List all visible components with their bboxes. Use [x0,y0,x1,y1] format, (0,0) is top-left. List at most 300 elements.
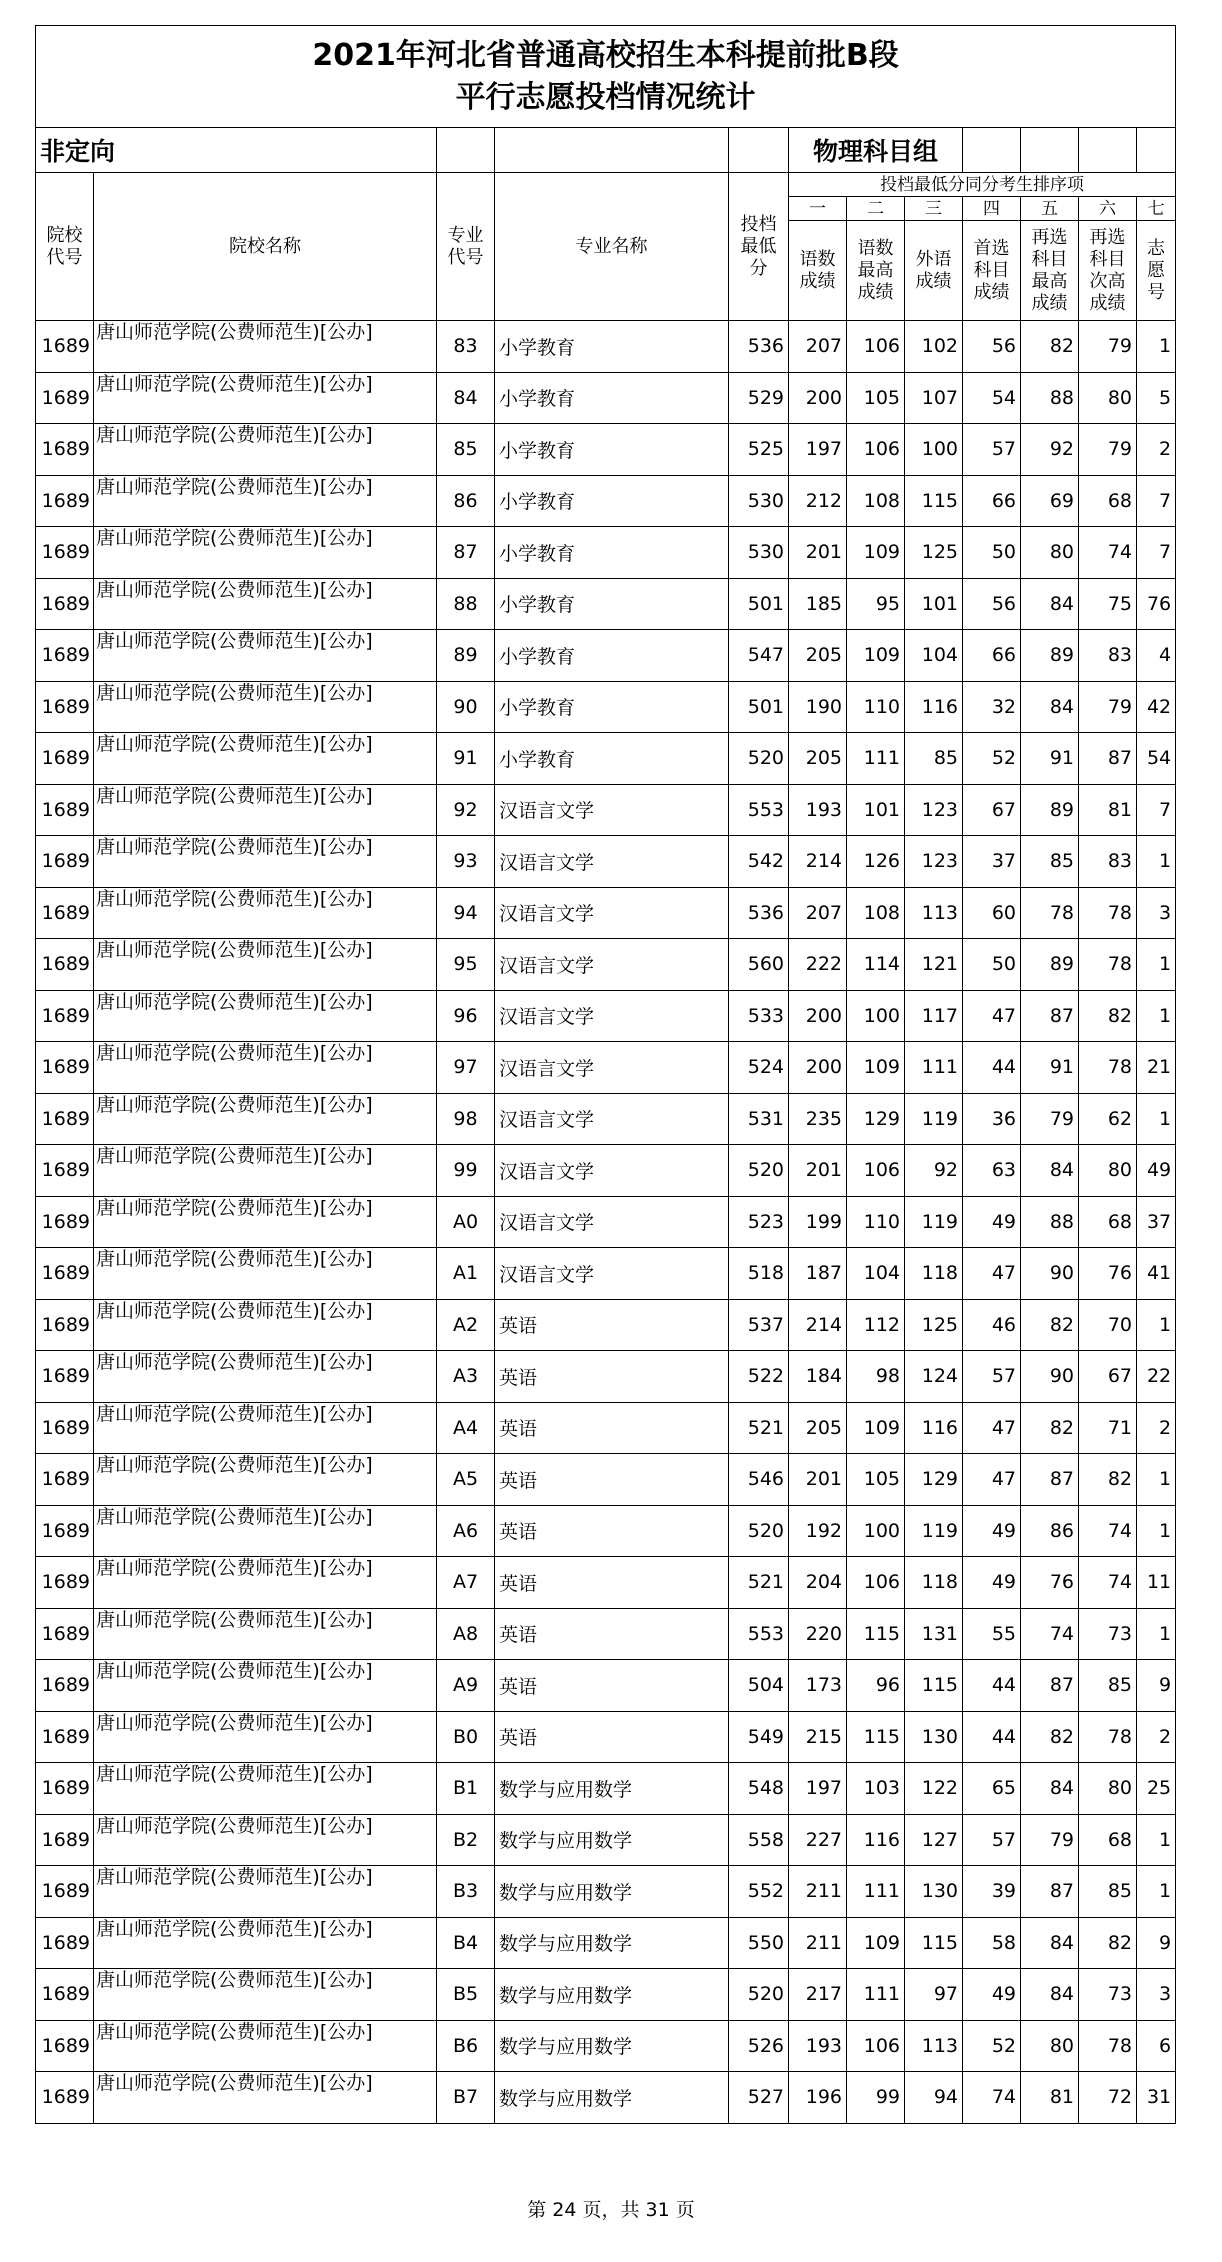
sort-7-cell: 1 [1137,1814,1176,1866]
table-body [36,321,1176,2124]
table-row [36,1042,1176,1094]
major-name-cell: 小学教育 [495,321,729,373]
major-code-cell: A2 [437,1299,495,1351]
sort-2-cell: 108 [847,887,905,939]
major-name-cell: 汉语言文学 [495,836,729,888]
sort-4-cell: 66 [963,475,1021,527]
sort-3-cell: 92 [905,1145,963,1197]
sort-1-cell: 201 [789,527,847,579]
school-name-cell: 唐山师范学院(公费师范生)[公办] [94,1866,437,1918]
sort-3-cell: 102 [905,321,963,373]
sort-3-cell: 94 [905,2072,963,2124]
major-code-cell: B2 [437,1814,495,1866]
sort-3-cell: 115 [905,475,963,527]
major-name-cell: 小学教育 [495,372,729,424]
sort-6-cell: 78 [1079,1042,1137,1094]
sort-5-cell: 82 [1021,1711,1079,1763]
table-row [36,1402,1176,1454]
header-sub-4: 首选科目成绩 [963,221,1021,321]
min-score-cell: 520 [729,733,789,785]
sort-5-cell: 84 [1021,578,1079,630]
school-name-cell: 唐山师范学院(公费师范生)[公办] [94,475,437,527]
sort-1-cell: 193 [789,784,847,836]
school-code-cell: 1689 [36,1248,94,1300]
sort-6-cell: 85 [1079,1866,1137,1918]
major-code-cell: A5 [437,1454,495,1506]
sort-6-cell: 80 [1079,372,1137,424]
sort-1-cell: 214 [789,836,847,888]
min-score-cell: 521 [729,1402,789,1454]
sort-6-cell: 68 [1079,1196,1137,1248]
major-code-cell: 88 [437,578,495,630]
min-score-cell: 501 [729,578,789,630]
sort-6-cell: 72 [1079,2072,1137,2124]
section-blank-cell [1137,128,1176,173]
sort-5-cell: 84 [1021,1969,1079,2021]
header-sub-3: 外语成绩 [905,221,963,321]
sort-7-cell: 1 [1137,1299,1176,1351]
sort-7-cell: 1 [1137,836,1176,888]
school-name-cell: 唐山师范学院(公费师范生)[公办] [94,1299,437,1351]
sort-1-cell: 197 [789,1763,847,1815]
sort-4-cell: 56 [963,321,1021,373]
min-score-cell: 537 [729,1299,789,1351]
table-row [36,681,1176,733]
major-code-cell: A1 [437,1248,495,1300]
sort-2-cell: 100 [847,990,905,1042]
school-code-cell: 1689 [36,887,94,939]
major-code-cell: B6 [437,2020,495,2072]
page-footer: 第 24 页，共 31 页 [527,2199,695,2221]
table-row [36,1814,1176,1866]
school-name-cell: 唐山师范学院(公费师范生)[公办] [94,424,437,476]
major-code-cell: A6 [437,1505,495,1557]
sort-6-cell: 67 [1079,1351,1137,1403]
major-code-cell: 92 [437,784,495,836]
sort-5-cell: 81 [1021,2072,1079,2124]
subject-group-label: 物理科目组 [789,128,963,173]
min-score-cell: 546 [729,1454,789,1506]
sort-2-cell: 112 [847,1299,905,1351]
sort-5-cell: 79 [1021,1814,1079,1866]
sort-6-cell: 83 [1079,630,1137,682]
sort-5-cell: 76 [1021,1557,1079,1609]
header-sub-2: 语数最高成绩 [847,221,905,321]
sort-4-cell: 36 [963,1093,1021,1145]
sort-4-cell: 50 [963,939,1021,991]
major-code-cell: 93 [437,836,495,888]
school-name-cell: 唐山师范学院(公费师范生)[公办] [94,1042,437,1094]
section-blank-cell [963,128,1021,173]
min-score-cell: 552 [729,1866,789,1918]
min-score-cell: 518 [729,1248,789,1300]
admission-stats-sheet [35,25,1175,2124]
header-order-1: 一 [789,197,847,221]
sort-3-cell: 100 [905,424,963,476]
sort-5-cell: 74 [1021,1608,1079,1660]
sort-4-cell: 74 [963,2072,1021,2124]
major-code-cell: 99 [437,1145,495,1197]
sort-6-cell: 85 [1079,1660,1137,1712]
school-name-cell: 唐山师范学院(公费师范生)[公办] [94,990,437,1042]
sort-1-cell: 215 [789,1711,847,1763]
school-name-cell: 唐山师范学院(公费师范生)[公办] [94,1763,437,1815]
sort-1-cell: 227 [789,1814,847,1866]
sort-5-cell: 84 [1021,681,1079,733]
school-name-cell: 唐山师范学院(公费师范生)[公办] [94,527,437,579]
sort-5-cell: 79 [1021,1093,1079,1145]
major-name-cell: 英语 [495,1351,729,1403]
sort-2-cell: 106 [847,1145,905,1197]
school-code-cell: 1689 [36,527,94,579]
sort-5-cell: 89 [1021,939,1079,991]
min-score-cell: 523 [729,1196,789,1248]
major-code-cell: B5 [437,1969,495,2021]
school-name-cell: 唐山师范学院(公费师范生)[公办] [94,2020,437,2072]
sort-5-cell: 88 [1021,372,1079,424]
sort-5-cell: 80 [1021,2020,1079,2072]
sort-3-cell: 123 [905,836,963,888]
school-code-cell: 1689 [36,1814,94,1866]
table-row [36,887,1176,939]
sort-3-cell: 131 [905,1608,963,1660]
school-name-cell: 唐山师范学院(公费师范生)[公办] [94,784,437,836]
admission-table [35,25,1176,2124]
header-order-6: 六 [1079,197,1137,221]
min-score-cell: 501 [729,681,789,733]
school-name-cell: 唐山师范学院(公费师范生)[公办] [94,939,437,991]
sort-4-cell: 44 [963,1711,1021,1763]
sort-7-cell: 9 [1137,1660,1176,1712]
sort-1-cell: 214 [789,1299,847,1351]
sort-5-cell: 89 [1021,784,1079,836]
school-code-cell: 1689 [36,1454,94,1506]
section-blank-cell [1079,128,1137,173]
school-code-cell: 1689 [36,1660,94,1712]
sort-4-cell: 44 [963,1660,1021,1712]
major-name-cell: 汉语言文学 [495,1196,729,1248]
sort-6-cell: 74 [1079,1505,1137,1557]
sort-1-cell: 200 [789,990,847,1042]
sort-7-cell: 1 [1137,1505,1176,1557]
sort-1-cell: 201 [789,1454,847,1506]
sort-4-cell: 47 [963,1454,1021,1506]
sort-4-cell: 47 [963,1248,1021,1300]
major-name-cell: 汉语言文学 [495,784,729,836]
sort-6-cell: 76 [1079,1248,1137,1300]
major-code-cell: B3 [437,1866,495,1918]
sort-4-cell: 55 [963,1608,1021,1660]
major-name-cell: 小学教育 [495,578,729,630]
table-row [36,836,1176,888]
table-row [36,424,1176,476]
school-name-cell: 唐山师范学院(公费师范生)[公办] [94,1660,437,1712]
school-code-cell: 1689 [36,1557,94,1609]
sort-1-cell: 201 [789,1145,847,1197]
major-code-cell: A3 [437,1351,495,1403]
school-code-cell: 1689 [36,1093,94,1145]
section-blank-cell [1021,128,1079,173]
sort-7-cell: 2 [1137,1402,1176,1454]
sort-7-cell: 54 [1137,733,1176,785]
sort-6-cell: 81 [1079,784,1137,836]
school-code-cell: 1689 [36,1969,94,2021]
sort-5-cell: 84 [1021,1763,1079,1815]
min-score-cell: 526 [729,2020,789,2072]
table-row [36,1608,1176,1660]
sort-3-cell: 127 [905,1814,963,1866]
sort-4-cell: 46 [963,1299,1021,1351]
table-row [36,1505,1176,1557]
major-name-cell: 数学与应用数学 [495,1814,729,1866]
sort-3-cell: 129 [905,1454,963,1506]
school-name-cell: 唐山师范学院(公费师范生)[公办] [94,1402,437,1454]
header-school-name: 院校名称 [94,173,437,321]
header-sub-1: 语数成绩 [789,221,847,321]
major-name-cell: 数学与应用数学 [495,2072,729,2124]
sort-1-cell: 205 [789,630,847,682]
table-row [36,1093,1176,1145]
school-name-cell: 唐山师范学院(公费师范生)[公办] [94,321,437,373]
major-name-cell: 英语 [495,1557,729,1609]
min-score-cell: 524 [729,1042,789,1094]
school-code-cell: 1689 [36,990,94,1042]
table-row [36,990,1176,1042]
major-name-cell: 汉语言文学 [495,1093,729,1145]
school-code-cell: 1689 [36,372,94,424]
sort-6-cell: 82 [1079,1454,1137,1506]
school-code-cell: 1689 [36,630,94,682]
major-code-cell: 90 [437,681,495,733]
sort-2-cell: 105 [847,372,905,424]
sort-4-cell: 60 [963,887,1021,939]
school-code-cell: 1689 [36,1145,94,1197]
sort-7-cell: 7 [1137,475,1176,527]
sort-1-cell: 207 [789,321,847,373]
sort-6-cell: 82 [1079,1917,1137,1969]
sort-1-cell: 205 [789,733,847,785]
major-name-cell: 数学与应用数学 [495,2020,729,2072]
school-code-cell: 1689 [36,1763,94,1815]
table-row [36,527,1176,579]
table-row [36,784,1176,836]
sort-7-cell: 49 [1137,1145,1176,1197]
sort-2-cell: 109 [847,1042,905,1094]
min-score-cell: 520 [729,1969,789,2021]
sort-7-cell: 25 [1137,1763,1176,1815]
min-score-cell: 533 [729,990,789,1042]
table-row [36,1660,1176,1712]
sort-2-cell: 116 [847,1814,905,1866]
sort-6-cell: 62 [1079,1093,1137,1145]
sort-1-cell: 173 [789,1660,847,1712]
sort-4-cell: 49 [963,1969,1021,2021]
sort-1-cell: 192 [789,1505,847,1557]
sort-7-cell: 37 [1137,1196,1176,1248]
major-code-cell: B0 [437,1711,495,1763]
sort-1-cell: 190 [789,681,847,733]
sort-5-cell: 82 [1021,1402,1079,1454]
table-row [36,939,1176,991]
school-code-cell: 1689 [36,836,94,888]
major-code-cell: 87 [437,527,495,579]
major-code-cell: 91 [437,733,495,785]
major-code-cell: 83 [437,321,495,373]
sort-5-cell: 90 [1021,1248,1079,1300]
min-score-cell: 536 [729,887,789,939]
major-code-cell: 97 [437,1042,495,1094]
sort-3-cell: 119 [905,1196,963,1248]
major-name-cell: 小学教育 [495,527,729,579]
sort-2-cell: 114 [847,939,905,991]
sort-7-cell: 1 [1137,1093,1176,1145]
sort-5-cell: 87 [1021,1454,1079,1506]
major-name-cell: 英语 [495,1299,729,1351]
major-code-cell: A0 [437,1196,495,1248]
sort-4-cell: 56 [963,578,1021,630]
sort-3-cell: 97 [905,1969,963,2021]
sort-4-cell: 44 [963,1042,1021,1094]
header-sort-caption: 投档最低分同分考生排序项 [789,173,1176,197]
sort-7-cell: 11 [1137,1557,1176,1609]
sort-6-cell: 80 [1079,1145,1137,1197]
sort-3-cell: 113 [905,887,963,939]
table-row [36,630,1176,682]
sort-6-cell: 82 [1079,990,1137,1042]
sort-7-cell: 21 [1137,1042,1176,1094]
sort-6-cell: 74 [1079,527,1137,579]
sort-6-cell: 78 [1079,887,1137,939]
sort-3-cell: 123 [905,784,963,836]
sort-7-cell: 42 [1137,681,1176,733]
major-name-cell: 汉语言文学 [495,1248,729,1300]
sort-5-cell: 87 [1021,1660,1079,1712]
school-code-cell: 1689 [36,1917,94,1969]
header-sub-7: 志愿号 [1137,221,1176,321]
sort-7-cell: 1 [1137,939,1176,991]
school-code-cell: 1689 [36,578,94,630]
header-sub-6: 再选科目次高成绩 [1079,221,1137,321]
sort-7-cell: 22 [1137,1351,1176,1403]
major-name-cell: 汉语言文学 [495,1145,729,1197]
table-row [36,1969,1176,2021]
sort-6-cell: 73 [1079,1608,1137,1660]
sort-4-cell: 66 [963,630,1021,682]
sort-4-cell: 39 [963,1866,1021,1918]
school-code-cell: 1689 [36,733,94,785]
major-code-cell: 89 [437,630,495,682]
school-name-cell: 唐山师范学院(公费师范生)[公办] [94,1454,437,1506]
table-row [36,1917,1176,1969]
sort-5-cell: 82 [1021,1299,1079,1351]
table-row [36,1763,1176,1815]
sort-1-cell: 200 [789,372,847,424]
sort-7-cell: 6 [1137,2020,1176,2072]
major-name-cell: 英语 [495,1711,729,1763]
table-row [36,475,1176,527]
table-row [36,2020,1176,2072]
sort-2-cell: 105 [847,1454,905,1506]
sort-7-cell: 3 [1137,1969,1176,2021]
school-name-cell: 唐山师范学院(公费师范生)[公办] [94,1248,437,1300]
sort-7-cell: 5 [1137,372,1176,424]
major-name-cell: 英语 [495,1608,729,1660]
sort-6-cell: 74 [1079,1557,1137,1609]
school-name-cell: 唐山师范学院(公费师范生)[公办] [94,1351,437,1403]
school-code-cell: 1689 [36,681,94,733]
sort-6-cell: 80 [1079,1763,1137,1815]
sort-3-cell: 119 [905,1093,963,1145]
sort-7-cell: 7 [1137,784,1176,836]
sort-2-cell: 106 [847,2020,905,2072]
sort-6-cell: 78 [1079,1711,1137,1763]
min-score-cell: 504 [729,1660,789,1712]
page-title [36,26,1176,128]
school-name-cell: 唐山师范学院(公费师范生)[公办] [94,836,437,888]
min-score-cell: 522 [729,1351,789,1403]
table-row [36,1248,1176,1300]
school-name-cell: 唐山师范学院(公费师范生)[公办] [94,1196,437,1248]
sort-1-cell: 187 [789,1248,847,1300]
sort-4-cell: 57 [963,1351,1021,1403]
sort-3-cell: 104 [905,630,963,682]
major-name-cell: 小学教育 [495,681,729,733]
school-name-cell: 唐山师范学院(公费师范生)[公办] [94,1608,437,1660]
sort-2-cell: 108 [847,475,905,527]
sort-3-cell: 107 [905,372,963,424]
sort-2-cell: 106 [847,424,905,476]
sort-1-cell: 235 [789,1093,847,1145]
sort-5-cell: 85 [1021,836,1079,888]
sort-7-cell: 41 [1137,1248,1176,1300]
major-name-cell: 英语 [495,1454,729,1506]
sort-5-cell: 80 [1021,527,1079,579]
school-code-cell: 1689 [36,321,94,373]
school-code-cell: 1689 [36,1196,94,1248]
sort-4-cell: 49 [963,1557,1021,1609]
sort-3-cell: 115 [905,1917,963,1969]
min-score-cell: 550 [729,1917,789,1969]
min-score-cell: 560 [729,939,789,991]
school-code-cell: 1689 [36,1505,94,1557]
header-sub-5: 再选科目最高成绩 [1021,221,1079,321]
sort-6-cell: 73 [1079,1969,1137,2021]
sort-4-cell: 57 [963,1814,1021,1866]
sort-2-cell: 111 [847,1969,905,2021]
table-row [36,1557,1176,1609]
sort-7-cell: 1 [1137,1608,1176,1660]
sort-5-cell: 91 [1021,733,1079,785]
school-name-cell: 唐山师范学院(公费师范生)[公办] [94,733,437,785]
sort-4-cell: 58 [963,1917,1021,1969]
school-name-cell: 唐山师范学院(公费师范生)[公办] [94,1711,437,1763]
min-score-cell: 530 [729,527,789,579]
sort-3-cell: 101 [905,578,963,630]
sort-6-cell: 75 [1079,578,1137,630]
sort-5-cell: 87 [1021,1866,1079,1918]
sort-4-cell: 67 [963,784,1021,836]
major-name-cell: 小学教育 [495,424,729,476]
sort-4-cell: 57 [963,424,1021,476]
sort-4-cell: 52 [963,2020,1021,2072]
min-score-cell: 549 [729,1711,789,1763]
sort-5-cell: 92 [1021,424,1079,476]
sort-2-cell: 110 [847,1196,905,1248]
school-code-cell: 1689 [36,1608,94,1660]
major-code-cell: B1 [437,1763,495,1815]
major-name-cell: 小学教育 [495,733,729,785]
major-code-cell: 98 [437,1093,495,1145]
